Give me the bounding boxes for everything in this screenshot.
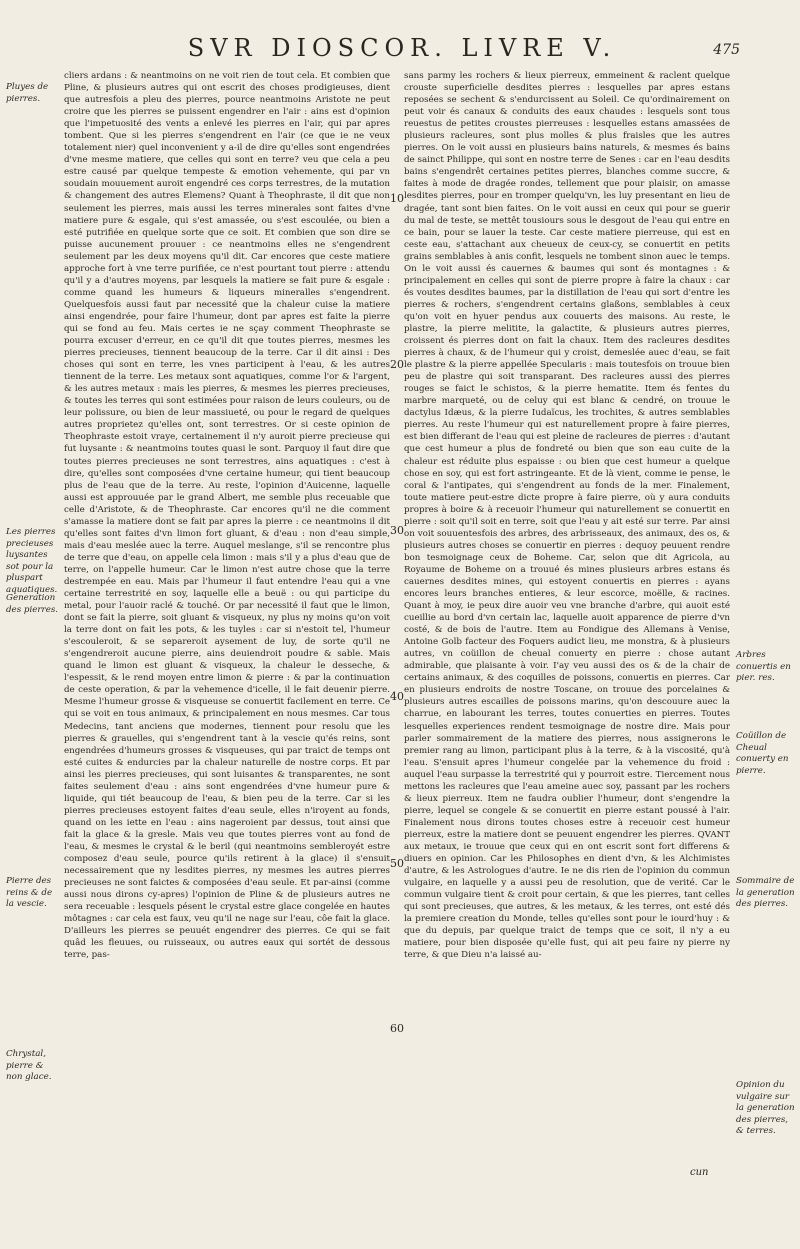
margin-note-generation: Generation des pierres. [6,593,59,615]
line-number-30: 30 [390,524,404,537]
left-text-column [64,70,390,1164]
page-header [0,34,800,70]
line-number-50: 50 [390,857,404,870]
line-number-60: 60 [390,1022,404,1035]
page-number: 475 [713,42,740,58]
right-column-text: sans parmy les rochers & lieux pierreux, emmeinent & raclent quelque crouste superficielle desdites pierres : lesquelles par apres estans reposées se sechent & s'endurcissent au Soleil. Ce qu'ordinairement on peut voir és canaux & conduits des eaux chaudes : lesquels sont tous reuestus de petites croustes pierreuses : lesquelles estans amassées de plusieurs racleures, sont plus molles & plus fraisles que les autres pierres. On le voit aussi en plusieurs bains naturels, & mesmes és bains de sainct Philippe, qui sont en nostre terre de Senes : car en l'eau desdits bains s'engendrêt certaines petites pierres, blanches comme succre, & faites à mode de dragée rondes, tellement que pour plaisir, on amasse lesdites pierres, pour en tromper quelqu'vn, les luy presentant en lieu de dragée, tant sont bien faites. On le voit aussi en ceux qui pour se guerir du mal de teste, se mettêt tousiours sous le desgout de l'eau qui entre en ce bain, pour se lauer la teste. Car ceste matiere pierreuse, qui est en ceste eau, s'attachant aux cheueux de ceux-cy, se conuertit en petits grains semblables à anis confit, lesquels ne tombent sinon auec le temps. On le voit aussi és cauernes & baumes qui sont és montagnes : & principalement en celles qui sont de pierre propre à faire la chaux : car és voutes desdites baumes, par la distillation de l'eau qui sort d'entre les pierres & rochers, s'engendrent certains glaßons, semblables à ceux qu'on voit en hyuer pendus aux couuerts des maisons. Au reste, le plastre, la pierre melitite, la galactite, & plusieurs autres pierres, croissent és pierres dont on fait la chaux. Item des racleures desdites pierres à chaux, & de l'humeur qui y croist, demeslée auec d'eau, se fait le plastre & la pierre appellée Specularis : mais toutesfois on trouue bien peu de plastre qui soit transparant. Des racleures aussi des pierres rouges se faict le schistos, & la pierre hematite. Item és fentes du marbre marqueté, ou de celuy qui est blanc & cendré, on trouue le dactylus Idæus, & la pierre Iudaïcus, les trochites, & autres semblables pierres. Au reste l'humeur qui est naturellement propre à faire pierres, est bien differant de l'eau qui est pleine de racleures de pierres : d'autant que cest humeur a plus de fondreté ou bien que son eau cuite de la chaleur est réduite plus espaisse : ou bien que cest humeur a quelque chose en soy, qui est fort astringeante. Et de là vient, comme ie pense, le coral & l'antipates, qui s'engendrent au fonds de la mer. Finalement, toute matiere peut-estre dicte propre à faire pierre, où y aura conduits propres à boire & à receuoir l'humeur qui naturellement se conuertit en pierre : soit qu'il soit en terre, soit que l'eau y ait esté sur terre. Par ainsi on voit souuentesfois des arbres, des arbrisseaux, des animaux, des os, & plusieurs autres choses se conuertir en pierres : dequoy peuuent rendre bon tesmoignage ceux de Boheme. Car, selon que dit Agricola, au Royaume de Boheme on a trouué és mines plusieurs arbres estans és cauernes desdites mines, qui estoyent conuertis en pierres : ayans encores leurs branches entieres, & leur escorce, moëlle, & racines. Quant à moy, ie peux dire auoir veu vne branche d'arbre, qui auoit esté cueillie au bord d'vn certain lac, laquelle auoit apparence de pierre d'vn costé, & de bois de l'autre. Item au Fondigue des Allemans à Venise, Antoine Golb facteur des Foquers audict lieu, me monstra, & à plusieurs autres, vn coüillon de cheual conuerty en pierre : chose autant admirable, que plaisante à voir. I'ay veu aussi des os & de la chair de certains animaux, & des coquilles de poissons, conuertis en pierres. Car en plusieurs endroits de nostre Toscane, on trouue des porcelaines & plusieurs autres escailles de poissons marins, qu'on descouure auec la charrue, en labourant les terres, toutes conuerties en pierres. Toutes lesquelles experiences rendent tesmoignage de nostre dire. Mais pour parler sommairement de la matiere des pierres, nous assignerons le premier rang au limon, participant plus à la terre, & à la viscosité, qu'à l'eau. S'ensuit apres l'humeur congelée par la vehemence du froid : auquel l'eau surpasse la terrestrité qui y pourroit estre. Tiercement nous mettons les racleures que l'eau ameine auec soy, passant par les rochers & lieux pierreux. Item ne faudra oublier l'humeur, dont s'engendre la pierre, lequel se congele & se conuertit en pierre estant poussé à l'air. Finalement nous dirons toutes choses estre à receuoir cest humeur pierreux, estre la matiere dont se peuuent engendrer les pierres. QVANT aux metaux, ie trouue que ceux qui en ont escrit sont fort differens & diuers en opinion. Car les Philosophes en dient d'vn, & les Alchimistes d'autre, & les Astrologues d'autre. Ie ne dis rien de l'opinion du commun vulgaire, en laquelle y a aussi peu de resolution, que de verité. Car le commun vulgaire tient & croit pour certain, & que les pierres, tant celles qui sont precieuses, que autres, & les metaux, & les terres, ont esté dés la premiere creation du Monde, telles qu'elles sont pour le iourd'huy : & que du depuis, par quelque traict de temps que ce soit, il n'y a eu matiere, pour bien disposée qu'elle fust, qui ait peu faire ny pierre ny terre, & que Dieu n'a laissé au- [404,71,730,961]
margin-note-chrystal: Chrystal, pierre & non glace. [6,1049,52,1082]
right-text-column [404,70,730,1150]
margin-note-opinion: Opinion du vulgaire sur la generation des pierres, & terres. [736,1080,795,1136]
margin-note-pluyes: Pluyes de pierres. [6,82,49,104]
line-number-40: 40 [390,690,404,703]
margin-note-pierres-precieuses: Les pierres precieuses luysantes sot pour la pluspart aquatiques. [6,527,58,595]
margin-note-couillon: Coüillon de Cheual conuerty en pierre. [736,731,789,776]
line-number-20: 20 [390,358,404,371]
catchword: cun [690,1167,709,1178]
margin-note-reins: Pierre des reins & de la vescie. [6,876,53,909]
running-title: SVR DIOSCOR. LIVRE V. [187,34,617,62]
margin-note-sommaire: Sommaire de la generation des pierres. [736,876,795,909]
left-column-text: cliers ardans : & neantmoins on ne voit rien de tout cela. Et combien que Pline, & plusieurs autres qui ont escrit des choses prodigieuses, dient que autresfois a pleu des pierres, pource neantmoins Aristote ne peut croire que les pierres se puissent engendrer en l'air : ains est d'opinion que l'impetuosité des vents a enlevé les pierres en l'air, qui par apres tombent. Que si les pierres s'engendrent en l'air (ce que ie ne veux totalement nier) quel inconvenient y a-il de dire qu'elles sont engendrées d'vne mesme matiere, que celles qui sont en terre? veu que cela a peu estre causé par quelque tempeste & emotion vehemente, qui par vn soudain mouuement auroit engendré ces corps terrestres, de la mutation & changement des autres Elemens? Quant à Theophraste, il dit que non seulement les pierres, mais aussi les terres minerales sont faites d'vne matiere pure & esgale, qui s'est amassée, ou s'est escoulée, ou bien a esté putrifiée en quelque sorte que ce soit. Et combien que son dire se puisse aucunement prouuer : ce neantmoins elles ne s'engendrent seulement par les deux moyens qu'il dit. Car encores que ceste matiere approche fort à vne terre purifiée, ce n'est pourtant tout pierre : attendu qu'il y a d'autres moyens, par lesquels la matiere se fait pure & esgale : comme quand les humeurs & liqueurs mineralles s'engendrent. Quelquesfois aussi faut par necessité que la chaleur cuise la matiere ainsi engendrée, pour faire l'humeur, dont par apres est faite la pierre qui se fond au feu. Mais certes ie ne sçay comment Theophraste se pourra excuser d'erreur, en ce qu'il dit que toutes pierres, mesmes les pierres precieuses, tiennent beaucoup de la terre. Car il dit ainsi : Des choses qui sont en terre, les vnes participent à l'eau, & les autres tiennent de la terre. Les metaux sont aquatiques, comme l'or & l'argent, & les autres metaux : mais les pierres, & mesmes les pierres precieuses, & toutes les terres qui sont estimées pour raison de leurs couleurs, ou de leur polissure, ou bien de leur massiueté, ou pour le regard de quelques autres proprietez qu'elles ont, sont terrestres. Or si ceste opinion de Theophraste estoit vraye, certainement il n'y auroit pierre precieuse qui fut luysante : & neantmoins toutes quasi le sont. Parquoy il faut dire que toutes pierres precieuses ne sont terrestres, ains aquatiques : c'est à dire, qu'elles sont composées d'vne certaine humeur, qui tient beaucoup plus de l'eau que de la terre. Au reste, l'opinion d'Auicenne, laquelle aussi est approuuée par le grand Albert, me semble plus receuable que celle d'Aristote, & de Theophraste. Car encores qu'il ne die comment s'amasse la matiere dont se fait par apres la pierre : ce neantmoins il dit qu'elles sont faites d'vn limon fort gluant, & d'eau : non d'eau simple, mais d'eau meslée auec la terre. Auquel meslange, s'il se rencontre plus de terre que d'eau, on appelle cela limon : mais s'il y a plus d'eau que de terre, on l'appelle humeur. Car le limon n'est autre chose que la terre destrempée en eau. Mais par l'humeur il faut entendre l'eau qui a vne certaine terrestrité en soy, laquelle elle a beuë : ou qui participe du metal, pour l'auoir raclé & touché. Or par necessité il faut que le limon, dont se fait la pierre, soit gluant & visqueux, ny plus ny moins qu'on voit la terre dont on fait les pots, & les tuyles : car si n'estoit tel, l'humeur s'escouleroit, & se separeroit aysement de luy, de sorte qu'il ne s'engendreroit aucune pierre, ains deuiendroit poudre & sable. Mais quand le limon est gluant & visqueux, la chaleur le desseche, & l'espessit, & le rend moyen entre limon & pierre : & par la continuation de ceste operation, & par la vehemence d'icelle, il le fait deuenir pierre. Mesme l'humeur grosse & visqueuse se conuertit facilement en terre. Ce qui se voit en tous animaux, & principalement en nous mesmes. Car tous Medecins, tant anciens que modernes, tiennent pour resolu que les pierres & grauelles, qui s'engendrent tant à la vescie qu'és reins, sont engendrées d'humeurs grosses & visqueuses, qui par traict de temps ont esté cuites & endurcies par la chaleur naturelle de nostre corps. Et par ainsi les pierres precieuses, qui sont luisantes & transparentes, ne sont faites seulement d'eau : ains sont engendrées d'vne humeur pure & liquide, qui tiét beaucoup de l'eau, & bien peu de la terre. Car si les pierres precieuses estoyent faites d'eau seule, elles n'iroyent au fonds, quand on les iette en l'eau : ains nageroient par dessus, tout ainsi que fait la glace & la gresle. Mais veu que toutes pierres vont au fond de l'eau, & mesmes le crystal & le beril (qui neantmoins sembleroyét estre composez d'eau seule, pource qu'ils retirent à la glace) il s'ensuit necessairement que ny lesdites pierres, ny mesmes les autres pierres precieuses ne sont faictes & composées d'eau seule. Et par-ainsi (comme aussi nous dirons cy-apres) l'opinion de Pline & de plusieurs autres ne sera receuable : lesquels pésent le crystal estre glace congelée en hautes môtagnes : car cela est faux, veu qu'il ne nage sur l'eau, côe fait la glace. D'ailleurs les pierres se peuuét engendrer des pierres. Ce qui se fait quâd les fleuues, ou ruisseaux, ou autres eaux qui sortét de dessous terre, pas- [64,71,390,961]
line-number-10: 10 [390,192,404,205]
margin-note-arbres: Arbres conuertis en pier. res. [736,650,791,683]
